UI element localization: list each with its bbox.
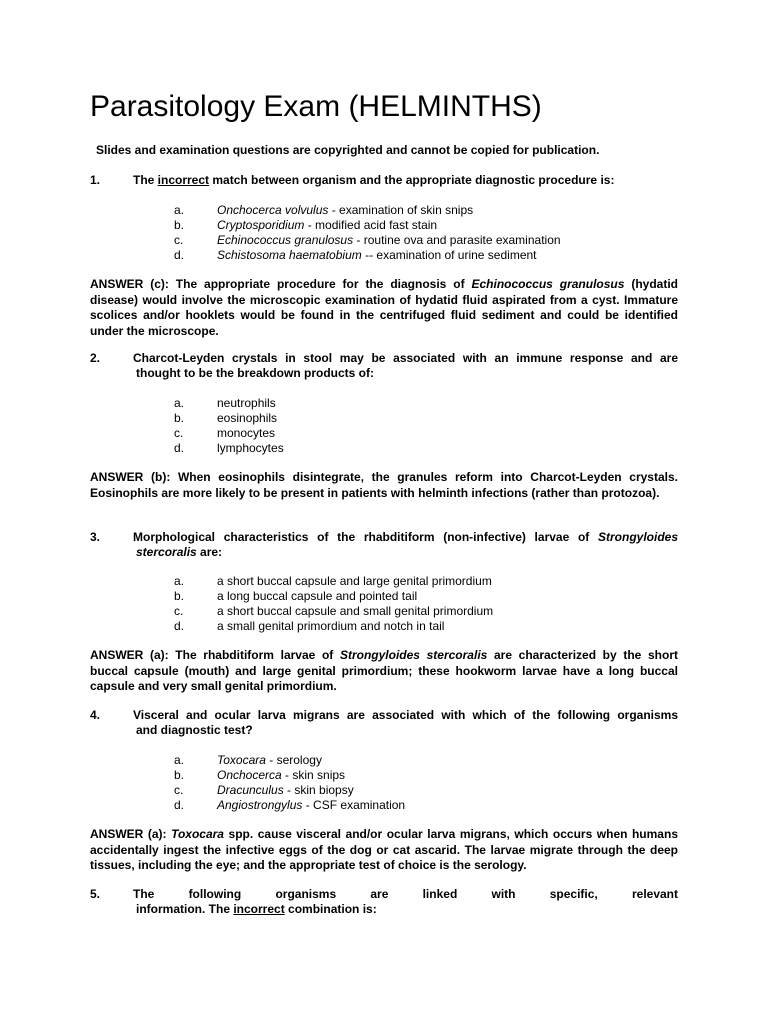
question-4 [90, 708, 678, 738]
question-4-options [174, 753, 405, 813]
stem-line: Charcot-Leyden crystals in stool may be associated with an immune response and are [133, 351, 678, 365]
organism-name: Echinococcus granulosus [471, 277, 625, 291]
organism-name: Onchocerca volvulus [217, 203, 329, 217]
option-text: - CSF examination [302, 798, 406, 812]
option-letter: d. [174, 619, 185, 633]
stem-line [133, 545, 678, 560]
question-3-options [174, 574, 493, 634]
question-number: 2. [90, 351, 101, 365]
option-a [174, 203, 561, 218]
option-letter: c. [174, 426, 184, 440]
option-b [174, 218, 561, 233]
organism-name: Onchocerca [217, 768, 282, 782]
underlined-word: incorrect [233, 902, 285, 916]
answer-3 [90, 648, 678, 695]
organism-name: Toxocara [217, 753, 266, 767]
answer-text: are characterized by the short buccal capsule (mouth) and large genital primordium; these hookworm larvae have a long buccal capsule and very small genital primordium. [90, 648, 678, 693]
underlined-word: incorrect [157, 173, 210, 187]
option-text: - skin biopsy [283, 783, 354, 797]
option-text: a small genital primordium and notch in tail [217, 619, 445, 633]
question-number: 4. [90, 708, 101, 722]
option-text: a long buccal capsule and pointed tail [217, 589, 418, 603]
option-a [174, 396, 284, 411]
stem-text: combination is: [284, 902, 377, 916]
question-number: 5. [90, 887, 101, 901]
question-number: 3. [90, 530, 101, 544]
question-2 [90, 351, 678, 381]
stem-line [133, 902, 678, 917]
question-stem [133, 708, 678, 738]
option-letter: b. [174, 411, 185, 425]
option-letter: a. [174, 574, 185, 588]
option-letter: b. [174, 768, 185, 782]
stem-word: organisms [275, 887, 337, 901]
question-3 [90, 530, 678, 560]
option-d [174, 248, 561, 263]
option-text: - skin snips [281, 768, 346, 782]
organism-name: Cryptosporidium [217, 218, 305, 232]
stem-text: information. The [136, 902, 234, 916]
option-d [174, 798, 405, 813]
option-text: - routine ova and parasite examination [353, 233, 561, 247]
stem-word: following [188, 887, 242, 901]
option-letter: d. [174, 248, 185, 262]
question-stem [133, 351, 678, 381]
option-text: - serology [265, 753, 322, 767]
option-letter: d. [174, 441, 185, 455]
option-letter: b. [174, 589, 185, 603]
option-letter: a. [174, 753, 185, 767]
question-stem [133, 530, 678, 560]
option-letter: c. [174, 783, 184, 797]
option-d [174, 441, 284, 456]
option-c [174, 783, 405, 798]
answer-text: (hydatid disease) would involve the microscopic examination of hydatid fluid aspirated from a cyst. Immature scolices and/or hooklets would be found in the centrifuged fluid sediment and could be identified under the microscope. [90, 277, 679, 338]
option-c [174, 233, 561, 248]
option-text: monocytes [217, 426, 276, 440]
organism-name: Strongyloides stercoralis [339, 648, 488, 662]
option-letter: d. [174, 798, 185, 812]
option-b [174, 768, 405, 783]
page-title: Parasitology Exam (HELMINTHS) [90, 90, 542, 123]
stem-text: match between organism and the appropriate diagnostic procedure is: [209, 173, 615, 187]
option-text: - modified acid fast stain [304, 218, 438, 232]
stem-line [133, 887, 678, 902]
option-d [174, 619, 493, 634]
option-a [174, 753, 405, 768]
stem-line [133, 530, 678, 545]
stem-word: with [491, 887, 516, 901]
option-b [174, 411, 284, 426]
option-text: eosinophils [217, 411, 278, 425]
answer-1 [90, 277, 678, 339]
option-letter: a. [174, 203, 185, 217]
option-c [174, 604, 493, 619]
question-2-options [174, 396, 284, 456]
option-letter: c. [174, 233, 184, 247]
stem-word: relevant [631, 887, 678, 901]
organism-name: Strongyloides [597, 530, 678, 544]
question-stem [133, 173, 678, 188]
question-5 [90, 887, 678, 917]
answer-text: ANSWER (a): The rhabditiform larvae of [90, 648, 340, 662]
stem-word: linked [422, 887, 458, 901]
answer-2: ANSWER (b): When eosinophils disintegrate, the granules reform into Charcot-Leyden crystals. Eosinophils are more likely to be present in patients with helminth infections (rather than protozoa). [90, 470, 678, 500]
stem-word: are [370, 887, 389, 901]
stem-word: The [133, 887, 155, 901]
stem-line: Visceral and ocular larva migrans are associated with which of the following organisms [133, 708, 678, 722]
stem-text: The [133, 173, 158, 187]
question-stem [133, 887, 678, 917]
organism-name: Dracunculus [217, 783, 284, 797]
option-c [174, 426, 284, 441]
organism-name: Echinococcus granulosus [217, 233, 354, 247]
copyright-notice: Slides and examination questions are copyrighted and cannot be copied for publication. [96, 143, 600, 157]
stem-text: Morphological characteristics of the rhabditiform (non-infective) larvae of [133, 530, 598, 544]
answer-4 [90, 827, 678, 874]
question-1-options [174, 203, 561, 263]
option-letter: c. [174, 604, 184, 618]
answer-text: ANSWER (a): [90, 827, 172, 841]
option-a [174, 574, 493, 589]
organism-name: Schistosoma haematobium [217, 248, 362, 262]
option-text: - examination of skin snips [328, 203, 474, 217]
stem-text: are: [196, 545, 223, 559]
option-text: -- examination of urine sediment [361, 248, 537, 262]
organism-name: Toxocara [171, 827, 224, 841]
option-text: a short buccal capsule and large genital primordium [217, 574, 492, 588]
stem-line: and diagnostic test? [136, 723, 253, 737]
answer-text: ANSWER (c): The appropriate procedure for the diagnosis of [90, 277, 472, 291]
organism-name: stercoralis [136, 545, 197, 559]
stem-word: specific, [549, 887, 598, 901]
option-b [174, 589, 493, 604]
question-1 [90, 173, 678, 188]
answer-text: spp. cause visceral and/or ocular larva migrans, which occurs when humans accidentally ingest the infective eggs of the dog or cat ascarid. The larvae migrate through the deep tissues, including the eye; and the appropriate test of choice is the serology. [90, 827, 678, 872]
option-text: neutrophils [217, 396, 276, 410]
option-letter: a. [174, 396, 185, 410]
question-number: 1. [90, 173, 101, 187]
organism-name: Angiostrongylus [217, 798, 303, 812]
option-text: a short buccal capsule and small genital primordium [217, 604, 494, 618]
option-letter: b. [174, 218, 185, 232]
stem-line: thought to be the breakdown products of: [136, 366, 374, 380]
option-text: lymphocytes [217, 441, 284, 455]
